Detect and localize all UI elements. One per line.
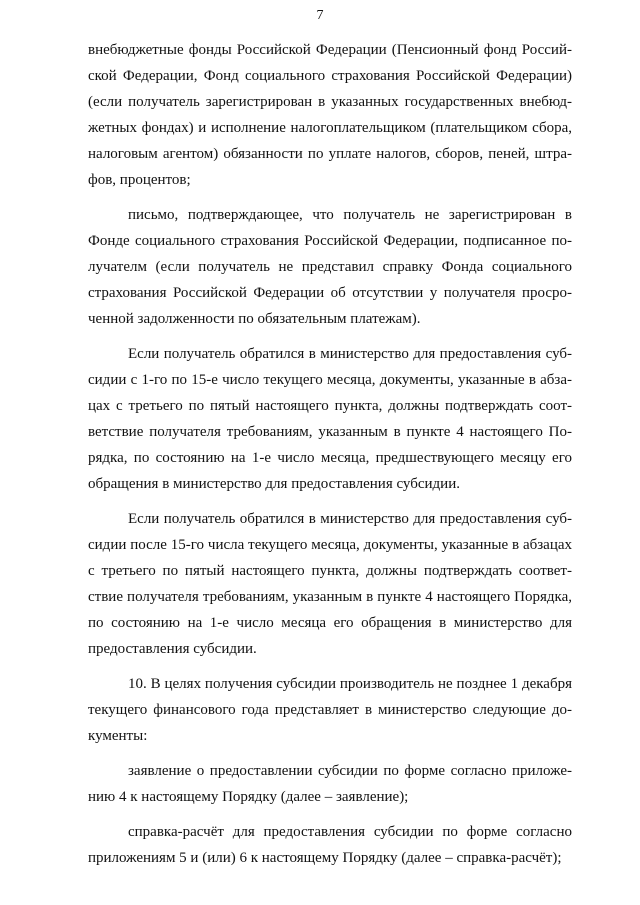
paragraph-letter: письмо, подтверждающее, что получатель не зарегистрирован в Фонде социального страхования Российской Федерации, подписанное получателм (если получатель не представил справку Фонда социального страхования Российской Федерации об отсутствии у получателя просроченной задолженности по обязательным платежам).: [88, 207, 572, 327]
paragraph-continuation: внебюджетные фонды Российской Федерации (Пенсионный фонд Российской Федерации, Фонд социального страхования Российской Федерации) (если получатель зарегистрирован в указанных государственных внебюджетных фондах) и исполнение налогоплательщиком (плательщиком сбора, налоговым агентом) обязанности по уплате налогов, сборов, пеней, штрафов, процентов;: [88, 42, 572, 188]
paragraph-application: заявление о предоставлении субсидии по форме согласно приложению 4 к настоящему Порядку (далее – заявление);: [88, 763, 572, 805]
page-number: 7: [316, 8, 324, 23]
paragraph-before-15th: Если получатель обратился в министерство для предоставления субсидии с 1-го по 15-е число текущего месяца, документы, указанные в абзацах с третьего по пятый настоящего пункта, должны подтверждать соответствие получателя требованиям, указанным в пункте 4 настоящего Порядка, по состоянию на 1-е число месяца, предшествующего месяцу его обращения в министерство для предоставления субсидии.: [88, 346, 572, 492]
paragraph-after-15th: Если получатель обратился в министерство для предоставления субсидии после 15-го числа текущего месяца, документы, указанные в абзацах с третьего по пятый настоящего пункта, должны подтверждать соответствие получателя требованиям, указанным в пункте 4 настоящего Порядка, по состоянию на 1-е число месяца его обращения в министерство для предоставления субсидии.: [88, 511, 572, 657]
document-body: [88, 37, 572, 871]
paragraph-item-10: 10. В целях получения субсидии производитель не позднее 1 декабря текущего финансового года представляет в министерство следующие документы:: [88, 676, 572, 744]
paragraph-calculation: справка-расчёт для предоставления субсидии по форме согласно приложениям 5 и (или) 6 к настоящему Порядку (далее – справка-расчёт);: [88, 824, 572, 866]
